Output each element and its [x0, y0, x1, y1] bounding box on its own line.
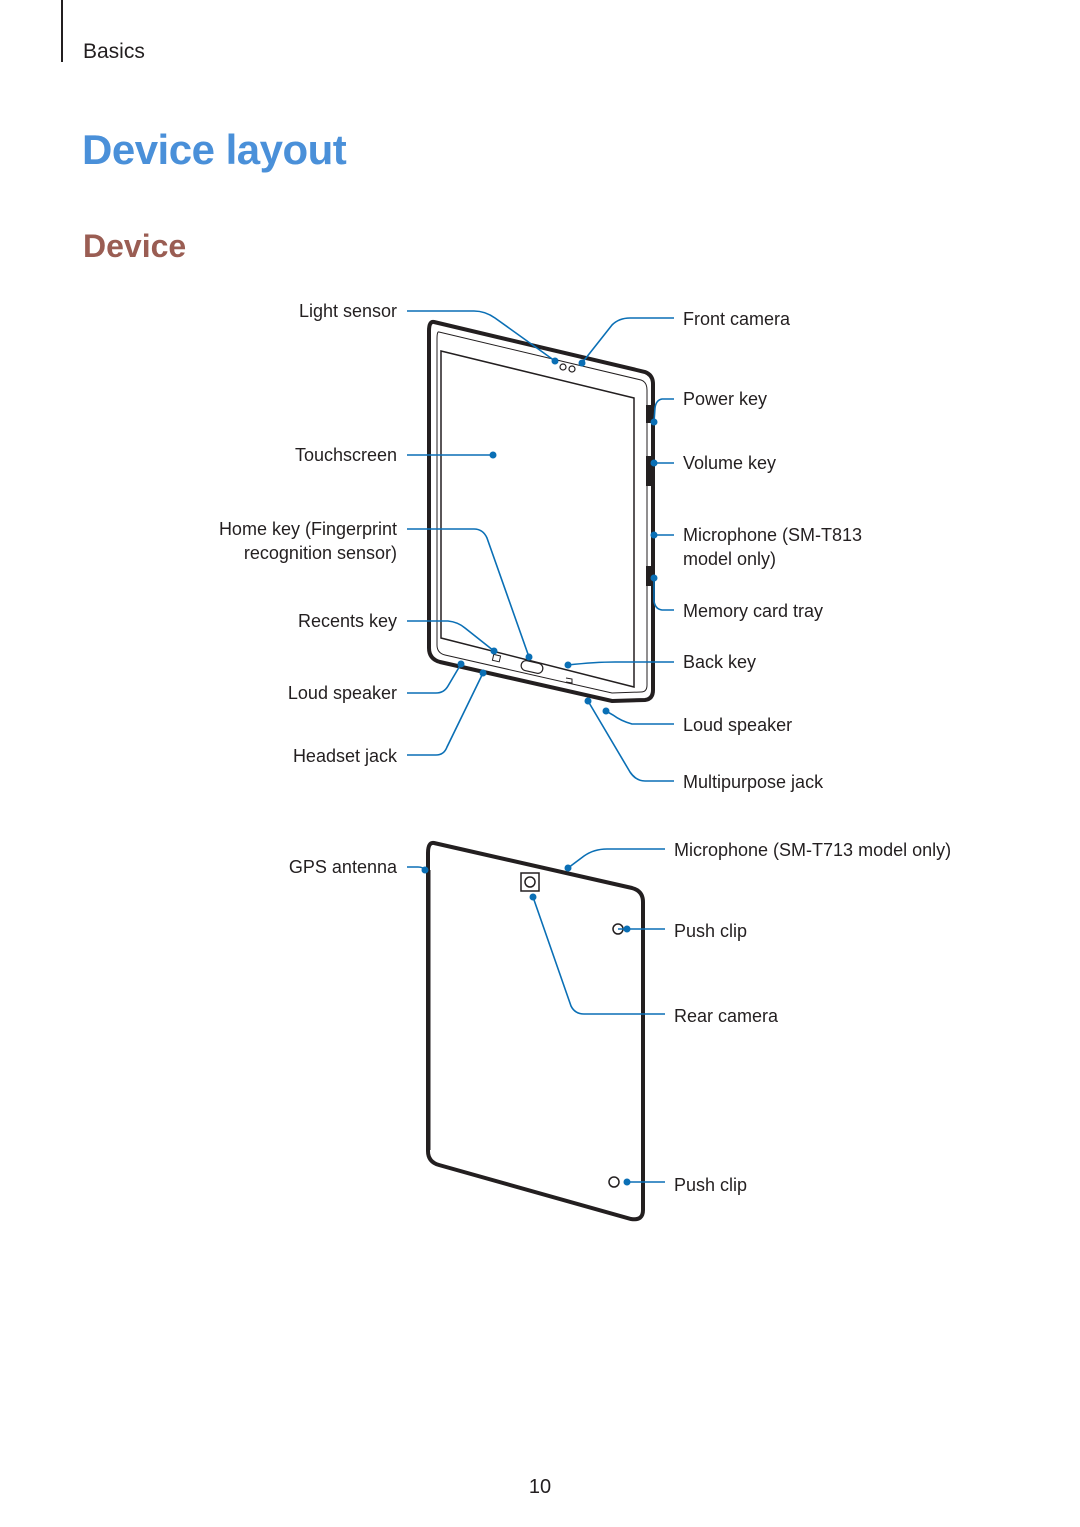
- page-number: 10: [528, 1476, 552, 1498]
- label-microphone-t713: Microphone (SM-T713 model only): [674, 840, 952, 860]
- section-label: Basics: [83, 40, 145, 63]
- label-loud-speaker-left: Loud speaker: [287, 683, 397, 703]
- label-home-key-line1: Home key (Fingerprint: [218, 519, 397, 539]
- label-front-camera: Front camera: [683, 309, 791, 329]
- label-touchscreen: Touchscreen: [294, 445, 397, 465]
- label-light-sensor: Light sensor: [298, 301, 397, 321]
- label-volume-key: Volume key: [683, 453, 777, 473]
- label-push-clip-bottom: Push clip: [674, 1175, 748, 1195]
- callout-dots: [422, 358, 658, 1186]
- label-microphone-t813-line2: model only): [683, 549, 777, 569]
- label-recents-key: Recents key: [297, 611, 397, 631]
- label-back-key: Back key: [683, 652, 757, 672]
- label-home-key-line2: recognition sensor): [243, 543, 397, 563]
- label-push-clip-top: Push clip: [674, 921, 748, 941]
- label-multipurpose-jack: Multipurpose jack: [683, 772, 824, 792]
- label-loud-speaker-right: Loud speaker: [683, 715, 793, 735]
- label-microphone-t813-line1: Microphone (SM-T813: [683, 525, 863, 545]
- label-gps-antenna: GPS antenna: [288, 857, 397, 877]
- label-headset-jack: Headset jack: [292, 746, 397, 766]
- section-heading: Device: [83, 228, 187, 264]
- page-title: Device layout: [82, 126, 347, 173]
- label-power-key: Power key: [683, 389, 768, 409]
- label-memory-card-tray: Memory card tray: [683, 601, 824, 621]
- tablet-front-illustration: [429, 322, 653, 701]
- label-rear-camera: Rear camera: [674, 1006, 779, 1026]
